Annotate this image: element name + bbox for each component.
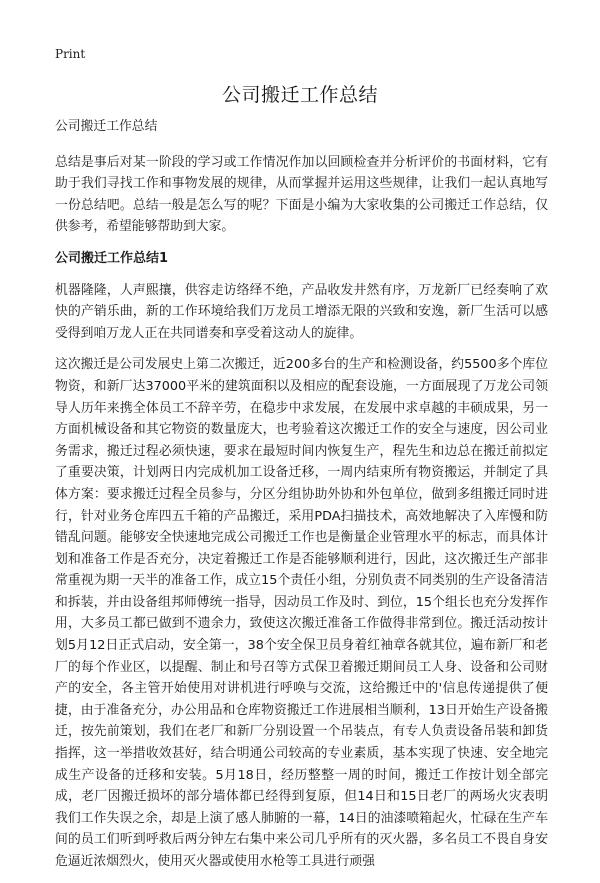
document-body — [55, 116, 548, 883]
print-link[interactable]: Print — [55, 47, 86, 61]
section-paragraph-1: 机器隆隆，人声熙攘，供容走访络绎不绝，产品收发井然有序，万龙新厂已经奏响了欢快的产销乐曲，新的工作环境给我们万龙员工增添无限的兴致和安逸，新厂生活可以感受得到咱万龙人正在共同谱奏和享受着这动人的旋律。 — [55, 282, 548, 341]
section-heading: 公司搬迁工作总结1 — [55, 250, 169, 266]
document-title: 公司搬迁工作总结 — [221, 84, 378, 106]
document-subtitle: 公司搬迁工作总结 — [55, 119, 158, 134]
section-paragraph-2: 这次搬迁是公司发展史上第二次搬迁，近200多台的生产和检测设备，约5500多个库位物资，和新厂达37000平米的建筑面积以及相应的配套设施，一方面展现了万龙公司领导人历年来携全体员工不辞辛劳，在稳步中求发展，在发展中求卓越的丰硕成果，另一方面机械设备和其它物资的数量庞大，也考验着这次搬迁工作的安全与速度，因公司业务需求，搬迁过程必须快速，要求在最短时间内恢复生产，程先生和边总在搬迁前拟定了重要决策，计划两日内完成机加工设备迁移，一周内结束所有物资搬运，并制定了具体方案：要求搬迁过程全员参与，分区分组协助外协和外包单位，做到多组搬迁同时进行，针对业务仓库四五千箱的产品搬迁，采用PDA扫描技术，高效地解决了入库慢和防错乱问题。能够安全快速地完成公司搬迁工作也是衡量企业管理水平的标志，而具体计划和准备工作是否充分，决定着搬迁工作是否能够顺利进行，因此，这次搬迁生产部非常重视为期一天半的准备工作，成立15个责任小组，分别负责不同类别的生产设备清洁和拆装，并由设备组邦师傅统一指导，因动员工作及时、到位，15个组长也充分发挥作用，大多员工都已做到不遗余力，致使这次搬迁准备工作做得非常到位。搬迁活动按计划5月12日正式启动，安全第一，38个安全保卫员身着红袖章各就其位，遍布新厂和老厂的每个作业区，以提醒、制止和号召等方式保卫着搬迁期间员工人身、设备和公司财产的安全，各主管开始使用对讲机进行呼唤与交流，这给搬迁中的'信息传递提供了便捷，由于准备充分，办公用品和仓库物资搬迁工作进展相当顺利，13日开始生产设备搬迁，按先前策划，我们在老厂和新厂分别设置一个吊装点，有专人负责设备吊装和卸货指挥，这一举措收效甚好，结合明通公司较高的专业素质，基本实现了快速、安全地完成生产设备的迁移和安装。5月18日，经历整整一周的时间，搬迁工作按计划全部完成，老厂因搬迁损坏的部分墙体都已经得到复原，但14日和15日老厂的两场火灾表明我们工作失误之余，却是上演了感人肺腑的一幕，14日的油漆喷箱起火，忙碌在生产车间的员工们听到呼救后两分钟左右集中来公司几乎所有的灭火器，多名员工不畏自身安危逼近浓烟烈火，使用灭火器或使用水枪等工具进行顽强 — [55, 357, 548, 869]
intro-paragraph: 总结是事后对某一阶段的学习或工作情况作加以回顾检查并分析评价的书面材料，它有助于我们寻找工作和事物发展的规律，从而掌握并运用这些规律，让我们一起认真地写一份总结吧。总结一般是怎么写的呢？下面是小编为大家收集的公司搬迁工作总结，仅供参考，希望能够帮助到大家。 — [55, 154, 548, 235]
